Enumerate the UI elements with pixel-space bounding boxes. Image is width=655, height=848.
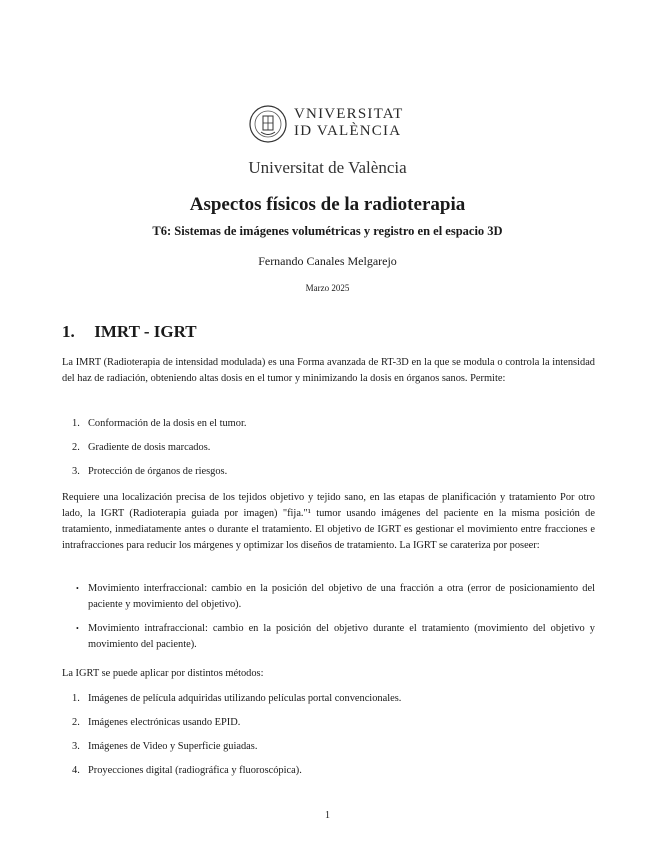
logo-line-2: ID VALÈNCIA bbox=[294, 123, 402, 139]
paragraph-igrt: Requiere una localización precisa de los tejidos objetivo y tejido sano, en las etapas de planificación y tratamiento Por otro lado, la IGRT (Radioterapia guiada por imagen) "fija."¹ tumor usando imágenes del paciente en la misma posición de tratamiento, inmediatamente antes o durante el tratamiento. El objetivo de IGRT es gestionar el movimiento entre fracciones e intrafracciones para reducir los márgenes y optimizar los diseños de tratamiento. La IGRT se carateriza por poseer: bbox=[62, 492, 595, 551]
section-title: IMRT - IGRT bbox=[94, 322, 197, 341]
list-item: 3. Protección de órganos de riesgos. bbox=[72, 466, 228, 477]
paragraph-imrt: La IMRT (Radioterapia de intensidad modulada) es una Forma avanzada de RT-3D en la que se modula o controla la intensidad del haz de radiación, obteniendo altas dosis en el tumor y minimizando la dosis en órganos sanos. Permite: bbox=[62, 357, 595, 384]
section-number: 1. bbox=[62, 322, 75, 341]
logo-line-1: VNIVERSITAT bbox=[294, 106, 404, 122]
university-seal-icon bbox=[248, 104, 288, 144]
list-item: 2. Gradiente de dosis marcados. bbox=[72, 442, 211, 453]
imrt-benefits-list bbox=[62, 416, 595, 488]
list-item: 1. Imágenes de película adquiridas utilizando películas portal convencionales. bbox=[72, 693, 402, 704]
igrt-methods-list bbox=[62, 691, 595, 787]
page-number: 1 bbox=[325, 810, 330, 821]
section-heading bbox=[62, 322, 197, 342]
igrt-motion-list bbox=[62, 581, 595, 661]
institution-name: Universitat de València bbox=[248, 158, 407, 177]
list-item: • Movimiento interfraccional: cambio en la posición del objetivo de una fracción a otra (error de posicionamiento del paciente y movimiento del objetivo). bbox=[76, 583, 595, 610]
list-item: • Movimiento intrafraccional: cambio en la posición del objetivo durante el tratamiento (movimiento del objetivo y movimiento del paciente). bbox=[76, 623, 595, 650]
document-subtitle: T6: Sistemas de imágenes volumétricas y registro en el espacio 3D bbox=[152, 224, 503, 238]
document-title: Aspectos físicos de la radioterapia bbox=[189, 194, 466, 215]
paragraph-igrt-methods: La IGRT se puede aplicar por distintos métodos: bbox=[62, 668, 264, 679]
document-date: Marzo 2025 bbox=[305, 283, 350, 293]
list-item: 2. Imágenes electrónicas usando EPID. bbox=[72, 717, 241, 728]
list-item: 3. Imágenes de Video y Superficie guiadas. bbox=[72, 741, 258, 752]
list-item: 1. Conformación de la dosis en el tumor. bbox=[72, 418, 247, 429]
list-item: 4. Proyecciones digital (radiográfica y fluoroscópica). bbox=[72, 765, 302, 776]
university-logo bbox=[248, 104, 408, 144]
author-name: Fernando Canales Melgarejo bbox=[258, 254, 397, 268]
logo-wordmark bbox=[294, 106, 404, 140]
